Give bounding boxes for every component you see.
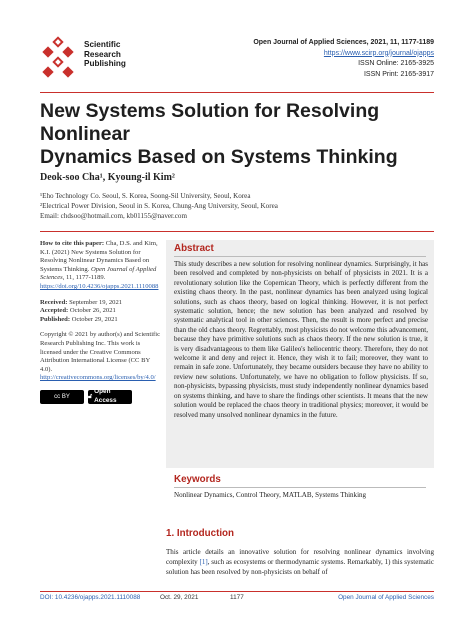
cite-text: Cha, D.S. and Kim, K.I. (2021) New Systems Solution for Resolving Nonlinear Dynamics Based on Systems Thinking.	[40, 240, 158, 273]
accepted-date: October 26, 2021	[68, 307, 116, 315]
footer-journal	[338, 594, 434, 601]
affiliation-line: ¹Eho Technology Co. Seoul, S. Korea, Soong-Sil University, Seoul, Korea	[40, 192, 251, 200]
doi-link[interactable]: https://doi.org/10.4236/ojapps.2021.1110088	[40, 282, 159, 290]
dates-block	[40, 299, 162, 325]
intro-text-a: This article details an innovative solution for resolving nonlinear dynamics involving complexity	[166, 548, 434, 566]
cc-by-badge[interactable]: cc BY	[40, 390, 84, 404]
issn-online: ISSN Online: 2165-3925	[358, 60, 434, 67]
keywords-heading: Keywords	[174, 474, 221, 485]
cite-label: How to cite this paper:	[40, 240, 105, 247]
article-info-column	[40, 240, 162, 404]
license-badges	[40, 390, 162, 404]
citation-block	[40, 240, 162, 292]
journal-meta	[194, 38, 434, 80]
cite-journal: Open Journal of Applied Sciences	[40, 265, 157, 282]
cite-vol: , 11, 1177-1189.	[62, 274, 106, 282]
footer-page-number: 1177	[230, 594, 244, 601]
publisher-line: Scientific	[84, 40, 121, 49]
accepted-label: Accepted:	[40, 307, 69, 315]
intro-text-b: , such as ecosystems or thermodynamic systems. Remarkably, 1) this systematic solution has been resolved by non-physicists on behalf of	[166, 558, 434, 576]
footer-journal-link[interactable]: Open Journal of Applied Sciences	[338, 594, 434, 601]
footer-doi-link[interactable]: DOI: 10.4236/ojapps.2021.1110088	[40, 594, 141, 601]
email-line: Email: chdsoo@hotmail.com, kb01155@naver.com	[40, 212, 187, 221]
authors: Deok-soo Cha¹, Kyoung-il Kim²	[40, 172, 175, 183]
abstract-rule	[174, 256, 426, 257]
journal-citation: Open Journal of Applied Sciences, 2021, 11, 1177-1189	[253, 39, 434, 46]
license-link[interactable]: http://creativecommons.org/licenses/by/4.0/	[40, 374, 156, 382]
scirp-logo-icon	[40, 36, 86, 82]
publisher-line: Publishing	[84, 59, 126, 69]
received-date: September 19, 2021	[67, 298, 123, 306]
keywords-text: Nonlinear Dynamics, Control Theory, MATLAB, Systems Thinking	[174, 491, 367, 499]
footer-doi	[40, 594, 140, 601]
abstract-heading: Abstract	[174, 243, 214, 254]
publisher-name	[84, 40, 126, 69]
reference-link[interactable]: [1]	[199, 558, 208, 566]
footer-date: Oct. 29, 2021	[160, 594, 199, 601]
open-access-badge	[88, 390, 132, 404]
affiliations	[40, 191, 278, 222]
title-divider	[40, 231, 434, 232]
open-access-label: Open Access	[94, 388, 117, 404]
published-date: October 29, 2021	[70, 315, 118, 323]
open-lock-icon: 🔓︎	[88, 392, 93, 400]
received-label: Received:	[40, 298, 68, 306]
published-label: Published:	[40, 315, 71, 323]
intro-heading: 1. Introduction	[166, 528, 235, 539]
intro-text	[166, 547, 434, 577]
footer-divider	[40, 591, 434, 592]
paper-title	[40, 100, 440, 169]
affiliation-line: ²Electrical Power Division, Seoul in S. Korea, Chung-Ang University, Seoul, Korea	[40, 202, 278, 211]
keywords-rule	[174, 487, 426, 488]
journal-url-link[interactable]: https://www.scirp.org/journal/ojapps	[323, 49, 434, 57]
title-line: Dynamics Based on Systems Thinking	[40, 146, 398, 168]
issn-print: ISSN Print: 2165-3917	[363, 70, 434, 78]
publisher-line: Research	[84, 49, 121, 59]
copyright-text: Copyright © 2021 by author(s) and Scientific Research Publishing Inc. This work is licensed under the Creative Commons Attribution International License (CC BY 4.0).	[40, 331, 161, 373]
header-divider	[40, 92, 434, 93]
title-line: New Systems Solution for Resolving Nonlinear	[40, 100, 380, 145]
copyright-block	[40, 331, 162, 383]
abstract-text: This study describes a new solution for resolving nonlinear dynamics. Surprisingly, it has been resolved and completed by non-physicists on behalf of physicists in 2021. It is a revolutionary solution like the Copernican Theory, which is perfectly different from the existing chaos theory. In the past, nonlinear dynamics has been analyzed using logical solutions, such as chaos theory, based on logical thinking. However, it is not perfect systematic solution, hence; the new solution has been analyzed and resolved by systematic analytical tool in other sciences. Then, the result is more perfect and precise than the old chaos theory. Regrettably, most physicists do not welcome this advancement, because they have primitive solutions such as chaos theory. If the new solution is true, it is very disadvantageous to them like Galileo's heliocentric theory. Therefore, they do not welcome it and deny and reject it. Hence, they wish it to fail; moreover, they want to remain in safe zone. Unfortunately, they became outsiders because they have no ability to review new solutions. Unfortunately, we have no obligation to follow physicists. If so, non-physicists, bypassing physicists, must study independently nonlinear dynamics based on systems thinking, and have to share the findings other scientists. It means that the new solution would be replaced the chaos theory in traditional physics; moreover, it would be resolved many unsolved nonlinear dynamics in the future.	[174, 260, 428, 419]
